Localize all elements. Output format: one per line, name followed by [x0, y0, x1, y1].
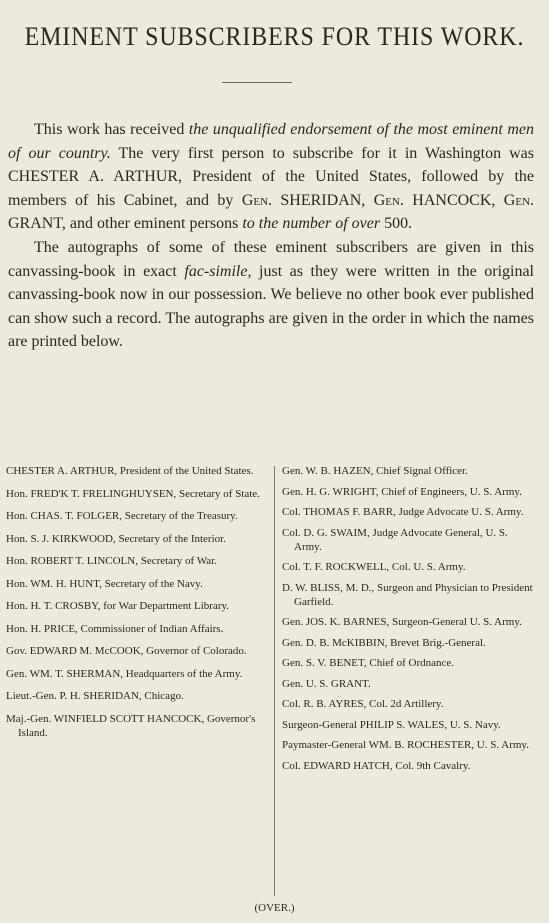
subscriber-column-left — [6, 464, 264, 748]
list-item: Hon. WM. H. HUNT, Secretary of the Navy. — [6, 577, 203, 590]
list-item: Col. EDWARD HATCH, Col. 9th Cavalry. — [282, 759, 471, 772]
subscriber-list — [6, 464, 536, 899]
list-item: Col. T. F. ROCKWELL, Col. U. S. Army. — [282, 561, 466, 573]
list-item: Gen. WM. T. SHERMAN, Headquarters of the Army. — [6, 667, 243, 680]
list-item: Gen. D. B. McKIBBIN, Brevet Brig.-General. — [282, 636, 486, 649]
list-item: Surgeon-General PHILIP S. WALES, U. S. Navy. — [282, 718, 501, 731]
intro-paragraph-1: This work has received the unqualified endorsement of the most eminent men of our country. The very first person to subscribe for it in Washington was CHESTER A. ARTHUR, President of the United States, followed by the members of his Cabinet, and by Gen. SHERIDAN, Gen. HANCOCK, Gen. GRANT, and other eminent persons to the number of over 500. — [8, 121, 535, 233]
list-item: Hon. H. T. CROSBY, for War Department Library. — [6, 600, 230, 612]
list-item: Gen. H. G. WRIGHT, Chief of Engineers, U. S. Army. — [282, 485, 522, 498]
list-item: Lieut.-Gen. P. H. SHERIDAN, Chicago. — [6, 690, 184, 702]
list-item: Paymaster-General WM. B. ROCHESTER, U. S. Army. — [282, 739, 529, 751]
page-footer: (OVER.) — [254, 902, 295, 914]
subscriber-column-right — [282, 464, 536, 779]
column-divider — [274, 466, 275, 896]
list-item: Gen. S. V. BENET, Chief of Ordnance. — [282, 657, 454, 669]
list-item: Gov. EDWARD M. McCOOK, Governor of Colorado. — [6, 645, 247, 657]
intro-text — [8, 118, 534, 354]
list-item: Col. THOMAS F. BARR, Judge Advocate U. S. Army. — [282, 506, 524, 518]
list-item: Hon. S. J. KIRKWOOD, Secretary of the Interior. — [6, 532, 226, 545]
list-item: Maj.-Gen. WINFIELD SCOTT HANCOCK, Governor's Island. — [6, 712, 256, 739]
list-item: Col. D. G. SWAIM, Judge Advocate General, U. S. Army. — [282, 526, 508, 553]
list-item: Col. R. B. AYRES, Col. 2d Artillery. — [282, 698, 444, 710]
list-item: D. W. BLISS, M. D., Surgeon and Physician to President Garfield. — [282, 581, 533, 608]
list-item: Gen. JOS. K. BARNES, Surgeon-General U. S. Army. — [282, 616, 522, 628]
list-item: Hon. FRED'K T. FRELINGHUYSEN, Secretary of State. — [6, 487, 260, 500]
list-item: Hon. H. PRICE, Commissioner of Indian Affairs. — [6, 622, 224, 635]
list-item: Gen. W. B. HAZEN, Chief Signal Officer. — [282, 465, 468, 477]
list-item: CHESTER A. ARTHUR, President of the United States. — [6, 465, 254, 477]
list-item: Gen. U. S. GRANT. — [282, 677, 371, 690]
list-item: Hon. CHAS. T. FOLGER, Secretary of the Treasury. — [6, 510, 238, 522]
intro-paragraph-2: The autographs of some of these eminent subscribers are given in this canvassing-book in exact fac-simile, just as they were written in the original canvassing-book now in our possession. We believe no other book ever published can show such a record. The autographs are given in the order in which the names are printed below. — [8, 238, 534, 351]
title-rule — [222, 82, 292, 83]
list-item: Hon. ROBERT T. LINCOLN, Secretary of War. — [6, 555, 217, 567]
page-title: EMINENT SUBSCRIBERS FOR THIS WORK. — [24, 22, 525, 51]
